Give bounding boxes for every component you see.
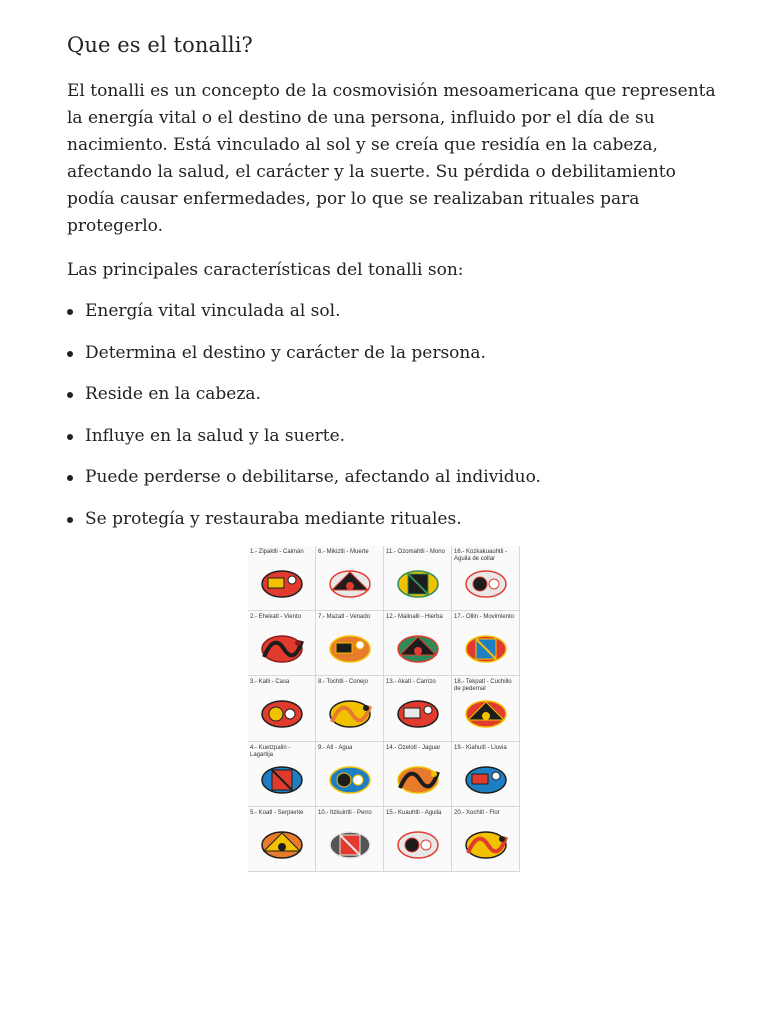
day-sign-cell [248,742,316,807]
eagle-glyph-icon [390,821,446,867]
day-signs-figure [248,546,520,872]
rabbit-glyph-icon [322,690,378,736]
day-sign-label: 20.- Xochitl - Flor [454,809,500,816]
list-item [67,464,717,491]
day-sign-cell [452,742,520,807]
flint-glyph-icon [458,690,514,736]
day-sign-cell [452,676,520,741]
list-intro-paragraph: Las principales características del tonalli son: [67,260,464,280]
lizard-glyph-icon [254,756,310,802]
day-sign-cell [248,807,316,872]
day-sign-label: 17.- Ollin - Movimiento [454,614,515,621]
day-sign-cell [316,807,384,872]
reed-glyph-icon [390,690,446,736]
list-item-text: Reside en la cabeza. [85,384,261,405]
monkey-glyph-icon [390,560,446,606]
day-sign-label: 3.- Kalli - Casa [250,679,290,686]
day-sign-label: 11.- Ozomahtli - Mono [386,549,445,555]
day-sign-label: 1.- Zipaktli - Caimán [250,549,304,555]
list-item [67,381,717,408]
day-sign-label: 2.- Ehekatl - Viento [250,614,301,621]
bullet-icon [67,517,73,523]
jaguar-glyph-icon [390,756,446,802]
skull-glyph-icon [322,560,378,606]
day-sign-cell [316,546,384,611]
list-item-text: Se protegía y restauraba mediante rituales. [85,508,462,529]
bullet-icon [67,434,73,440]
wind-glyph-icon [254,625,310,671]
house-glyph-icon [254,690,310,736]
day-sign-cell [384,676,452,741]
list-item [67,506,717,533]
day-sign-label: 16.- Kozkakuauhtli - Aguila de collar [454,549,508,562]
vulture-glyph-icon [458,560,514,606]
day-sign-label: 4.- Kuetzpalin - Lagartija [250,744,291,758]
bullet-icon [67,309,73,315]
day-sign-label: 18.- Tekpatl - Cuchillo de pedernal [454,679,512,693]
intro-paragraph: El tonalli es un concepto de la cosmovisión mesoamericana que representa la energía vital o el destino de una persona, influido por el día de su nacimiento. Está vinculado al sol y se creía que residía en la cabeza, afectando la salud, el carácter y la suerte. Su pérdida o debilitamiento podía causar enfermedades, por lo que se realizaban rituales para protegerlo. [67,81,716,236]
water-glyph-icon [322,756,378,802]
list-item-text: Influye en la salud y la suerte. [85,425,346,446]
day-sign-cell [384,742,452,807]
day-sign-label: 6.- Mikiztli - Muerte [318,549,369,555]
day-sign-cell [452,611,520,676]
serpent-glyph-icon [254,821,310,867]
deer-glyph-icon [322,625,378,671]
day-sign-label: 14.- Ozelotl - Jaguar [386,744,441,751]
day-sign-label: 8.- Tochtli - Conejo [318,679,368,686]
list-item [67,340,717,367]
list-item [67,298,717,325]
day-sign-cell [248,611,316,676]
list-item-text: Puede perderse o debilitarse, afectando al individuo. [85,467,541,488]
page-title: Que es el tonalli? [67,33,253,57]
day-sign-label: 5.- Koatl - Serpiente [250,809,304,816]
dog-glyph-icon [322,821,378,867]
list-item-text: Energía vital vinculada al sol. [85,301,341,321]
day-sign-label: 15.- Kuauhtli - Aguila [386,809,442,816]
bullet-icon [67,392,73,398]
day-sign-label: 9.- Atl - Agua [318,744,353,751]
day-sign-label: 7.- Mazatl - Venado [318,614,371,621]
day-sign-cell [452,546,520,611]
day-sign-cell [248,546,316,611]
day-sign-cell [384,546,452,611]
list-item [67,423,717,450]
day-sign-cell [316,742,384,807]
flower-glyph-icon [458,821,514,867]
characteristics-list [67,298,717,548]
day-sign-label: 19.- Kiahuitl - Lluvia [454,744,507,751]
day-sign-cell [452,807,520,872]
day-sign-label: 10.- Itzkuintli - Perro [318,809,372,816]
day-sign-cell [384,611,452,676]
grass-glyph-icon [390,625,446,671]
bullet-icon [67,475,73,481]
bullet-icon [67,351,73,357]
day-sign-cell [316,676,384,741]
day-sign-label: 12.- Malinalli - Hierba [386,614,443,621]
list-item-text: Determina el destino y carácter de la persona. [85,342,486,363]
caiman-glyph-icon [254,560,310,606]
day-sign-cell [316,611,384,676]
day-sign-cell [248,676,316,741]
day-sign-cell [384,807,452,872]
rain-glyph-icon [458,756,514,802]
day-sign-label: 13.- Akatl - Carrizo [386,679,436,686]
movement-glyph-icon [458,625,514,671]
